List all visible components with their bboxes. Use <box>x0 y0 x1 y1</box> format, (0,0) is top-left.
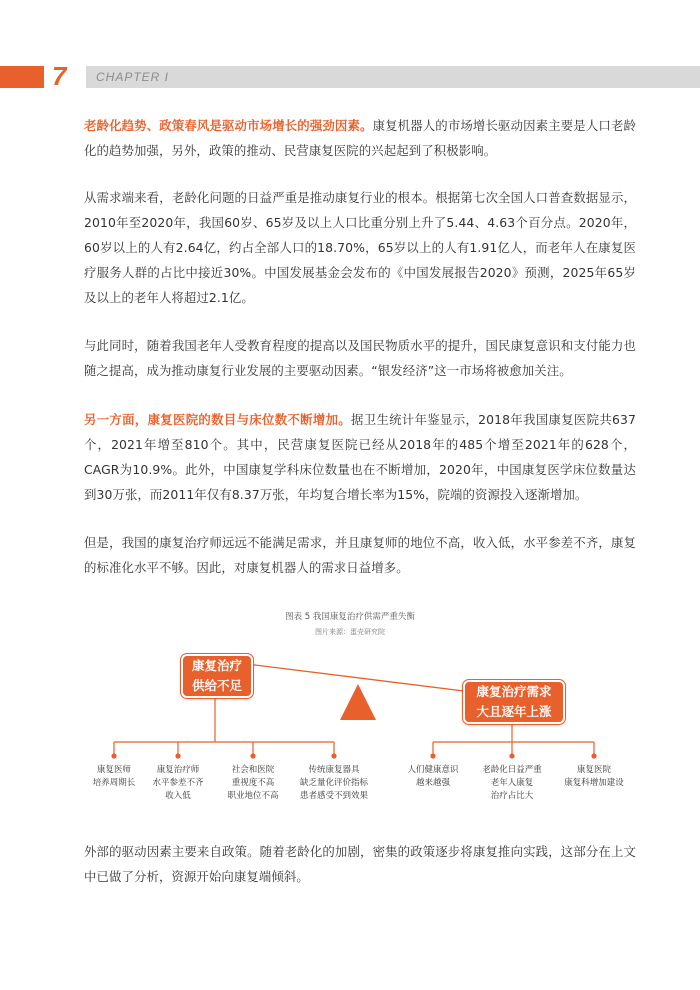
factor-line: 康复治疗师 <box>156 765 200 775</box>
supply-shortage-box <box>181 654 253 698</box>
factor-line: 老龄化日益严重 <box>482 765 542 775</box>
paragraph-1-highlight: 老龄化趋势、政策春风是驱动市场增长的强劲因素。 <box>84 118 373 133</box>
factor-line: 传统康复器具 <box>308 765 360 775</box>
paragraph-4 <box>84 407 636 507</box>
factor-line: 水平参差不齐 <box>152 778 204 788</box>
supply-box-line-1: 康复治疗 <box>191 658 242 673</box>
demand-box-line-2: 大且逐年上涨 <box>476 704 552 719</box>
factor-line: 康复科增加建设 <box>564 778 624 788</box>
factor-line: 人们健康意识 <box>407 765 459 775</box>
paragraph-6: 外部的驱动因素主要来自政策。随着老龄化的加剧，密集的政策逐步将康复推向实践，这部分在上文中已做了分析，资源开始向康复端倾斜。 <box>84 844 636 884</box>
figure-source: 图片来源：蛋壳研究院 <box>315 628 385 636</box>
factor-line: 缺乏量化评价指标 <box>299 778 368 788</box>
demand-growth-box <box>463 680 565 724</box>
header-accent-bar <box>0 66 44 88</box>
paragraph-3: 与此同时，随着我国老年人受教育程度的提高以及国民物质水平的提升，国民康复意识和支付能力也随之提高，成为推动康复行业发展的主要驱动因素。“银发经济”这一市场将被愈加关注。 <box>84 338 636 378</box>
factor-line: 职业地位不高 <box>227 791 279 801</box>
paragraph-4-highlight: 另一方面，康复医院的数目与床位数不断增加。 <box>84 412 352 427</box>
factor-line: 培养周期长 <box>92 778 136 788</box>
chapter-label: CHAPTER I <box>96 70 170 84</box>
paragraph-4-body: 据卫生统计年鉴显示，2018年我国康复医院共637个，2021年增至810个。其中，民营康复医院已经从2018年的485个增至2021年的628个，CAGR为10.9%。此外，中国康复学科床位数量也在不断增加，2020年，中国康复医学床位数量达到30万张，而2011年仅有8.37万张，年均复合增长率为15%，院端的资源投入逐渐增加。 <box>84 412 636 502</box>
factor-rehab-hospitals <box>534 764 654 790</box>
paragraph-1-body: 康复机器人的市场增长驱动因素主要是人口老龄化的趋势加强，另外，政策的推动、民营康复医院的兴起起到了积极影响。 <box>84 118 636 158</box>
demand-box-line-1: 康复治疗需求 <box>476 684 552 699</box>
factor-line: 收入低 <box>165 791 191 801</box>
factor-line: 康复医院 <box>576 765 611 775</box>
page-number: 7 <box>52 61 67 91</box>
factor-line: 社会和医院 <box>231 765 275 775</box>
paragraph-1 <box>84 113 636 163</box>
factor-line: 患者感受不到效果 <box>299 791 368 801</box>
fulcrum-icon <box>340 684 376 720</box>
factor-line: 康复医师 <box>96 765 131 775</box>
factor-line: 治疗占比大 <box>490 791 534 801</box>
supply-box-line-2: 供给不足 <box>191 678 242 693</box>
factor-line: 老年人康复 <box>490 778 534 788</box>
balance-diagram <box>0 640 700 760</box>
header-gray-bar <box>86 66 700 88</box>
factor-line: 越来越强 <box>415 778 450 788</box>
paragraph-2: 从需求端来看，老龄化问题的日益严重是推动康复行业的根本。根据第七次全国人口普查数据显示，2010年至2020年，我国60岁、65岁及以上人口比重分别上升了5.44、4.63个百分点。2020年，60岁以上的人有2.64亿，约占全部人口的18.70%，65岁以上的人有1.91亿人，而老年人在康复医疗服务人群的占比中接近30%。中国发展基金会发布的《中国发展报告2020》预测，2025年65岁及以上的老年人将超过2.1亿。 <box>84 190 636 305</box>
figure-title: 图表 5 我国康复治疗供需严重失衡 <box>285 612 415 622</box>
factor-line: 重视度不高 <box>231 778 275 788</box>
paragraph-5: 但是，我国的康复治疗师远远不能满足需求，并且康复师的地位不高，收入低，水平参差不齐，康复的标准化水平不够。因此，对康复机器人的需求日益增多。 <box>84 535 636 575</box>
